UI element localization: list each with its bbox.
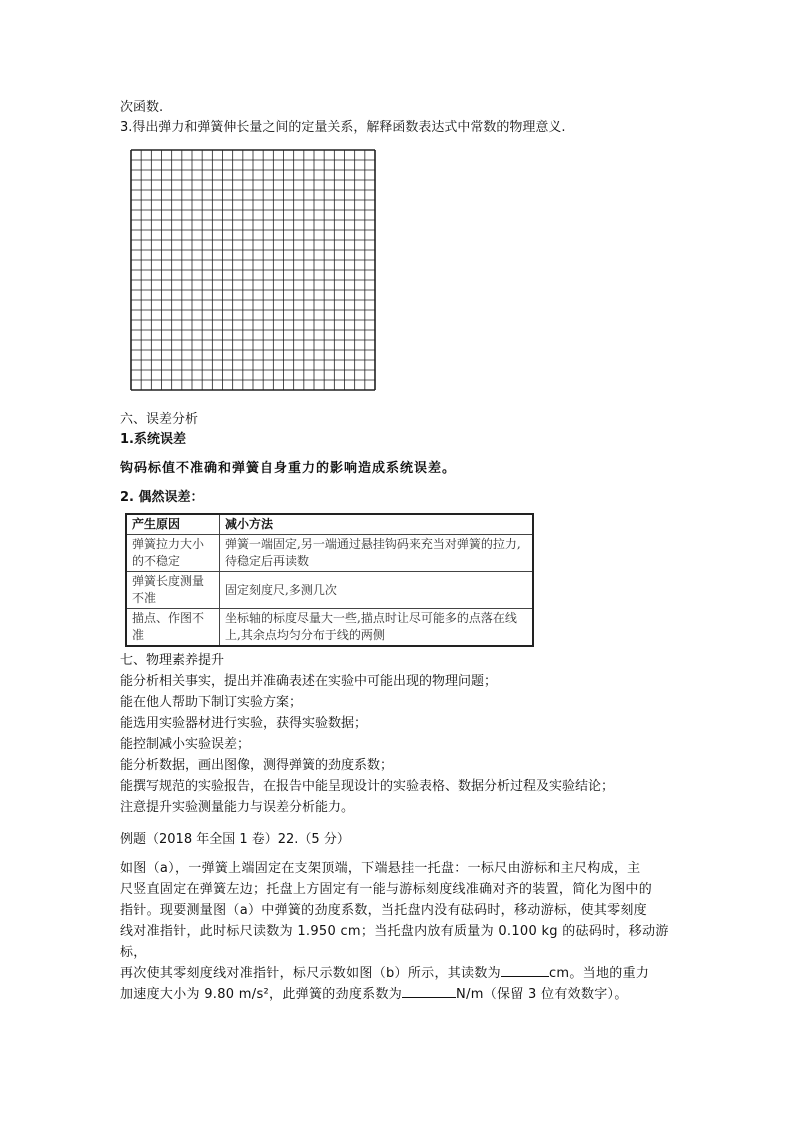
table-row — [126, 572, 533, 609]
example-line: 尺竖直固定在弹簧左边；托盘上方固定有一能与游标刻度线准确对齐的装置，简化为图中的 — [120, 882, 653, 897]
list-item: 能选用实验器材进行实验，获得实验数据； — [120, 716, 368, 731]
example-text: N/m（保留 3 位有效数字）。 — [456, 987, 628, 1002]
table-row — [126, 609, 533, 647]
graph-paper-grid — [130, 149, 376, 391]
list-item: 能控制减小实验误差； — [120, 737, 251, 752]
example-line — [120, 963, 680, 984]
example-line: 如图（a），一弹簧上端固定在支架顶端，下端悬挂一托盘：一标尺由游标和主尺构成，主 — [120, 861, 641, 876]
section-7-title: 七、物理素养提升 — [120, 653, 225, 668]
example-paragraph — [120, 858, 680, 1005]
table-cell: 固定刻度尺,多测几次 — [220, 572, 534, 609]
table-header-row — [126, 514, 533, 535]
table-cell: 弹簧拉力大小的不稳定 — [126, 535, 220, 572]
section-6-sub-2: 2. 偶然误差： — [120, 490, 204, 505]
answer-blank-stiffness[interactable] — [402, 984, 456, 998]
example-text: 再次使其零刻度线对准指针，标尺示数如图（b）所示，其读数为 — [120, 966, 501, 981]
section-6-title: 六、误差分析 — [120, 412, 199, 427]
intro-line-2: 3.得出弹力和弹簧伸长量之间的定量关系，解释函数表达式中常数的物理意义. — [120, 120, 566, 135]
answer-blank-reading[interactable] — [501, 963, 549, 977]
random-error-table — [125, 513, 534, 647]
list-item: 注意提升实验测量能力与误差分析能力。 — [120, 800, 355, 815]
table-cell: 坐标轴的标度尽量大一些,描点时让尽可能多的点落在线上,其余点均匀分布于线的两侧 — [220, 609, 534, 647]
example-line — [120, 984, 680, 1005]
list-item: 能分析相关事实，提出并准确表述在实验中可能出现的物理问题； — [120, 674, 498, 689]
table-cell: 弹簧长度测量不准 — [126, 572, 220, 609]
example-title: 例题（2018 年全国 1 卷）22.（5 分） — [120, 832, 350, 847]
list-item: 能撰写规范的实验报告，在报告中能呈现设计的实验表格、数据分析过程及实验结论； — [120, 779, 615, 794]
example-line: 指针。现要测量图（a）中弹簧的劲度系数，当托盘内没有砝码时，移动游标，使其零刻度 — [120, 903, 647, 918]
example-line: 线对准指针，此时标尺读数为 1.950 cm；当托盘内放有质量为 0.100 kg 的砝码时，移动游标， — [120, 924, 669, 960]
table-cell: 描点、作图不准 — [126, 609, 220, 647]
section-6-sub-1: 1.系统误差 — [120, 432, 186, 447]
example-text: cm。当地的重力 — [548, 966, 650, 981]
table-cell: 弹簧一端固定,另一端通过悬挂钩码来充当对弹簧的拉力,待稳定后再读数 — [220, 535, 534, 572]
list-item: 能在他人帮助下制订实验方案； — [120, 695, 303, 710]
system-error-text: 钩码标值不准确和弹簧自身重力的影响造成系统误差。 — [120, 461, 457, 476]
list-item: 能分析数据，画出图像，测得弹簧的劲度系数； — [120, 758, 394, 773]
intro-line-1: 次函数. — [120, 100, 164, 115]
table-header-method: 减小方法 — [220, 514, 534, 535]
table-row — [126, 535, 533, 572]
table-header-cause: 产生原因 — [126, 514, 220, 535]
example-text: 加速度大小为 9.80 m/s²，此弹簧的劲度系数为 — [120, 987, 403, 1002]
